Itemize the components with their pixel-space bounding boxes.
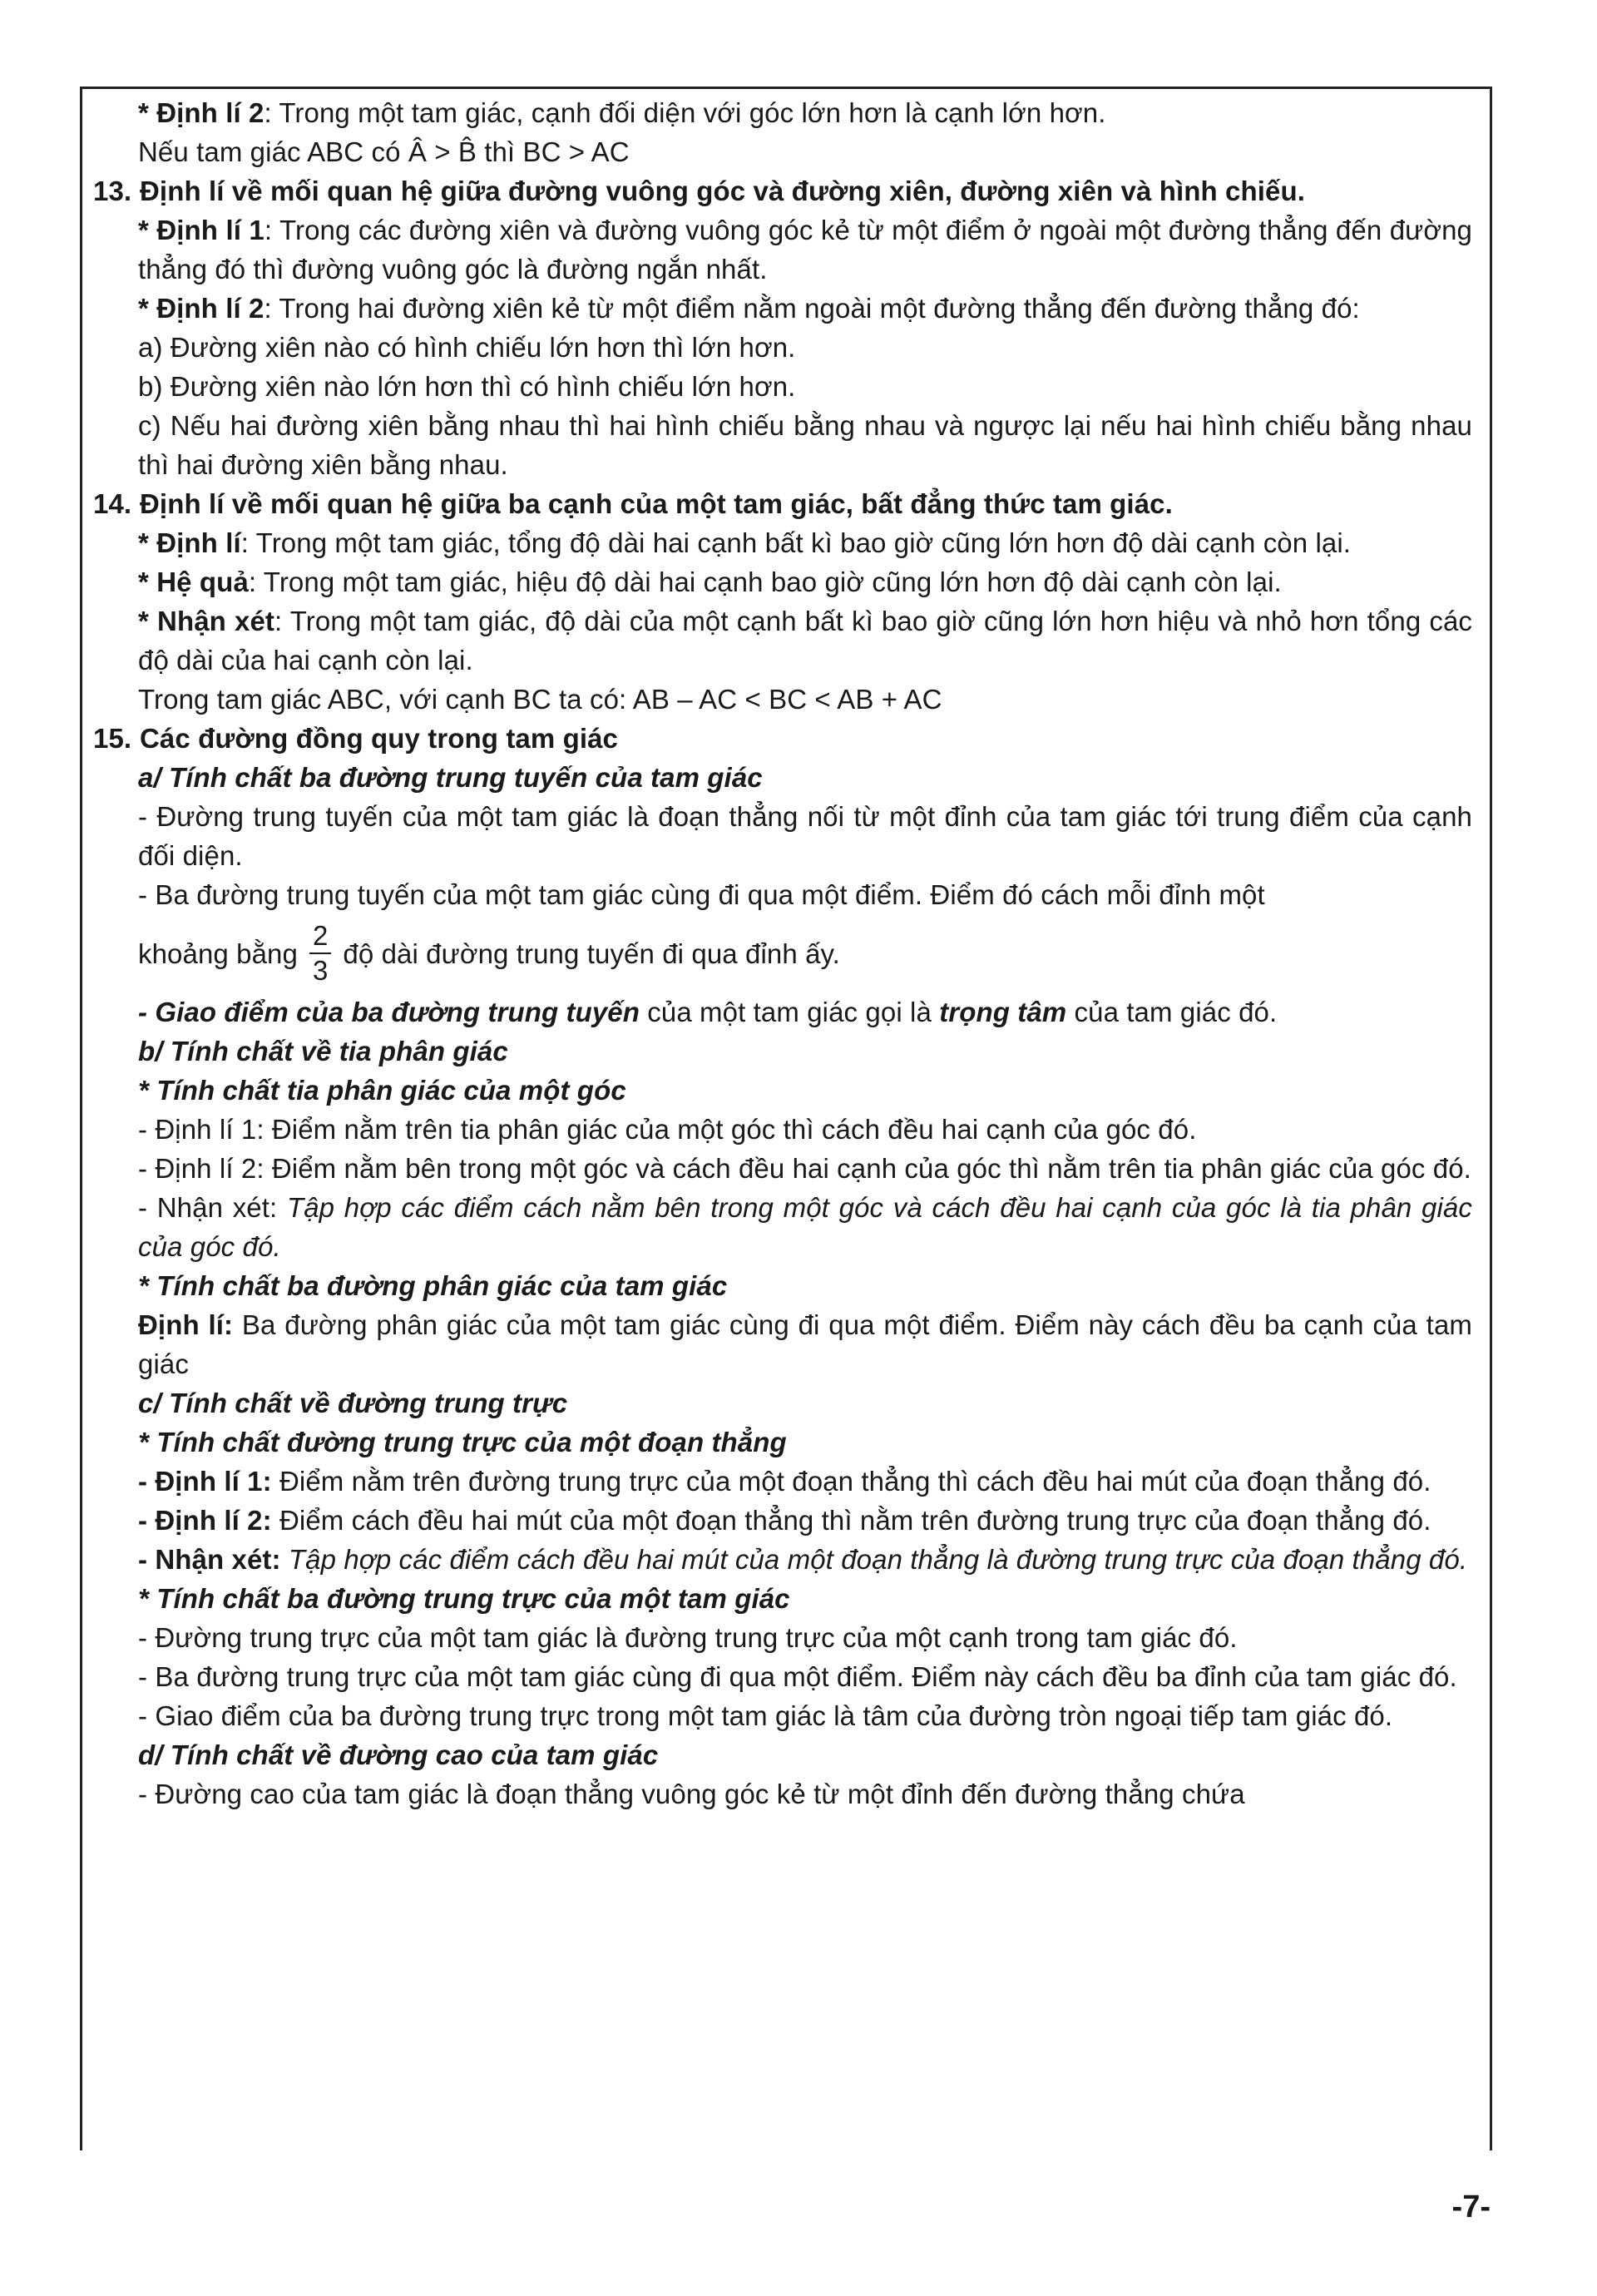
theorem-line: Định lí: Ba đường phân giác của một tam giác cùng đi qua một điểm. Điểm này cách đều ba cạnh của tam giác: [138, 1309, 1472, 1379]
theorem-line: * Định lí 2: Trong hai đường xiên kẻ từ một điểm nằm ngoài một đường thẳng đến đường thẳng đó:: [138, 293, 1360, 324]
subsection-heading: a/ Tính chất ba đường trung tuyến của tam giác: [138, 762, 763, 793]
theorem-line: * Định lí 2: Trong một tam giác, cạnh đối diện với góc lớn hơn là cạnh lớn hơn.: [138, 97, 1106, 128]
text-line: - Giao điểm của ba đường trung trực trong một tam giác là tâm của đường tròn ngoại tiếp tam giác đó.: [138, 1700, 1393, 1731]
section-15-heading: 15. Các đường đồng quy trong tam giác: [93, 723, 618, 754]
text-line: Nếu tam giác ABC có Â > B̂ thì BC > AC: [138, 136, 630, 167]
remark-line: * Nhận xét: Trong một tam giác, độ dài của một cạnh bất kì bao giờ cũng lớn hơn hiệu và nhỏ hơn tổng các độ dài của hai cạnh còn lại.: [138, 606, 1473, 675]
subsection-heading: * Tính chất ba đường phân giác của tam giác: [138, 1270, 728, 1301]
text-line: - Định lí 2: Điểm nằm bên trong một góc và cách đều hai cạnh của góc thì nằm trên tia phân giác của góc đó.: [138, 1153, 1471, 1184]
text-line: - Đường trung tuyến của một tam giác là đoạn thẳng nối từ một đỉnh của tam giác tới trung điểm của cạnh đối diện.: [138, 801, 1472, 871]
subsection-heading: * Tính chất tia phân giác của một góc: [138, 1075, 626, 1106]
text-line: b) Đường xiên nào lớn hơn thì có hình chiếu lớn hơn.: [138, 371, 796, 402]
corollary-line: * Hệ quả: Trong một tam giác, hiệu độ dài hai cạnh bao giờ cũng lớn hơn độ dài cạnh còn lại.: [138, 567, 1282, 597]
subsection-heading: b/ Tính chất về tia phân giác: [138, 1036, 508, 1066]
fraction-line: khoảng bằng $\frac{2}{3}$ độ dài đường trung tuyến đi qua đỉnh ấy.: [138, 920, 840, 986]
text-line: - Ba đường trung tuyến của một tam giác cùng đi qua một điểm. Điểm đó cách mỗi đỉnh một: [138, 879, 1265, 910]
text-line: a) Đường xiên nào có hình chiếu lớn hơn thì lớn hơn.: [138, 332, 796, 363]
subsection-heading: c/ Tính chất về đường trung trực: [138, 1388, 568, 1418]
section-13-heading: 13. Định lí về mối quan hệ giữa đường vuông góc và đường xiên, đường xiên và hình chiếu.: [93, 176, 1305, 206]
text-line: c) Nếu hai đường xiên bằng nhau thì hai hình chiếu bằng nhau và ngược lại nếu hai hình chiếu bằng nhau thì hai đường xiên bằng nhau.: [138, 410, 1472, 480]
subsection-heading: * Tính chất ba đường trung trực của một tam giác: [138, 1583, 790, 1614]
centroid-line: - Giao điểm của ba đường trung tuyến của một tam giác gọi là trọng tâm của tam giác đó.: [138, 997, 1278, 1027]
text-line: - Đường cao của tam giác là đoạn thẳng vuông góc kẻ từ một đỉnh đến đường thẳng chứa: [138, 1779, 1245, 1809]
subsection-heading: d/ Tính chất về đường cao của tam giác: [138, 1739, 659, 1770]
text-line: Trong tam giác ABC, với cạnh BC ta có: AB – AC < BC < AB + AC: [138, 684, 942, 715]
remark-line: - Nhận xét: Tập hợp các điểm cách đều hai mút của một đoạn thẳng là đường trung trực của đoạn thẳng đó.: [138, 1544, 1468, 1575]
theorem-line: - Định lí 1: Điểm nằm trên đường trung trực của một đoạn thẳng thì cách đều hai mút của đoạn thẳng đó.: [138, 1466, 1431, 1497]
text-line: - Đường trung trực của một tam giác là đường trung trực của một cạnh trong tam giác đó.: [138, 1622, 1238, 1653]
text-line: - Định lí 1: Điểm nằm trên tia phân giác của một góc thì cách đều hai cạnh của góc đó.: [138, 1114, 1197, 1145]
fraction-two-thirds: $\frac{2}{3}$: [309, 919, 331, 987]
page-number: -7-: [1451, 2190, 1491, 2224]
theorem-line: * Định lí 1: Trong các đường xiên và đường vuông góc kẻ từ một điểm ở ngoài một đường thẳng đến đường thẳng đó thì đường vuông góc là đường ngắn nhất.: [138, 215, 1472, 285]
section-14-heading: 14. Định lí về mối quan hệ giữa ba cạnh của một tam giác, bất đẳng thức tam giác.: [93, 488, 1173, 519]
theorem-line: * Định lí: Trong một tam giác, tổng độ dài hai cạnh bất kì bao giờ cũng lớn hơn độ dài cạnh còn lại.: [138, 527, 1352, 558]
remark-line: - Nhận xét: Tập hợp các điểm cách nằm bên trong một góc và cách đều hai cạnh của góc là tia phân giác của góc đó.: [138, 1192, 1472, 1262]
text-line: - Ba đường trung trực của một tam giác cùng đi qua một điểm. Điểm này cách đều ba đỉnh của tam giác đó.: [138, 1661, 1457, 1692]
theorem-line: - Định lí 2: Điểm cách đều hai mút của một đoạn thẳng thì nằm trên đường trung trực của đoạn thẳng đó.: [138, 1505, 1431, 1536]
page-content: [80, 93, 1487, 1814]
subsection-heading: * Tính chất đường trung trực của một đoạn thẳng: [138, 1427, 787, 1457]
